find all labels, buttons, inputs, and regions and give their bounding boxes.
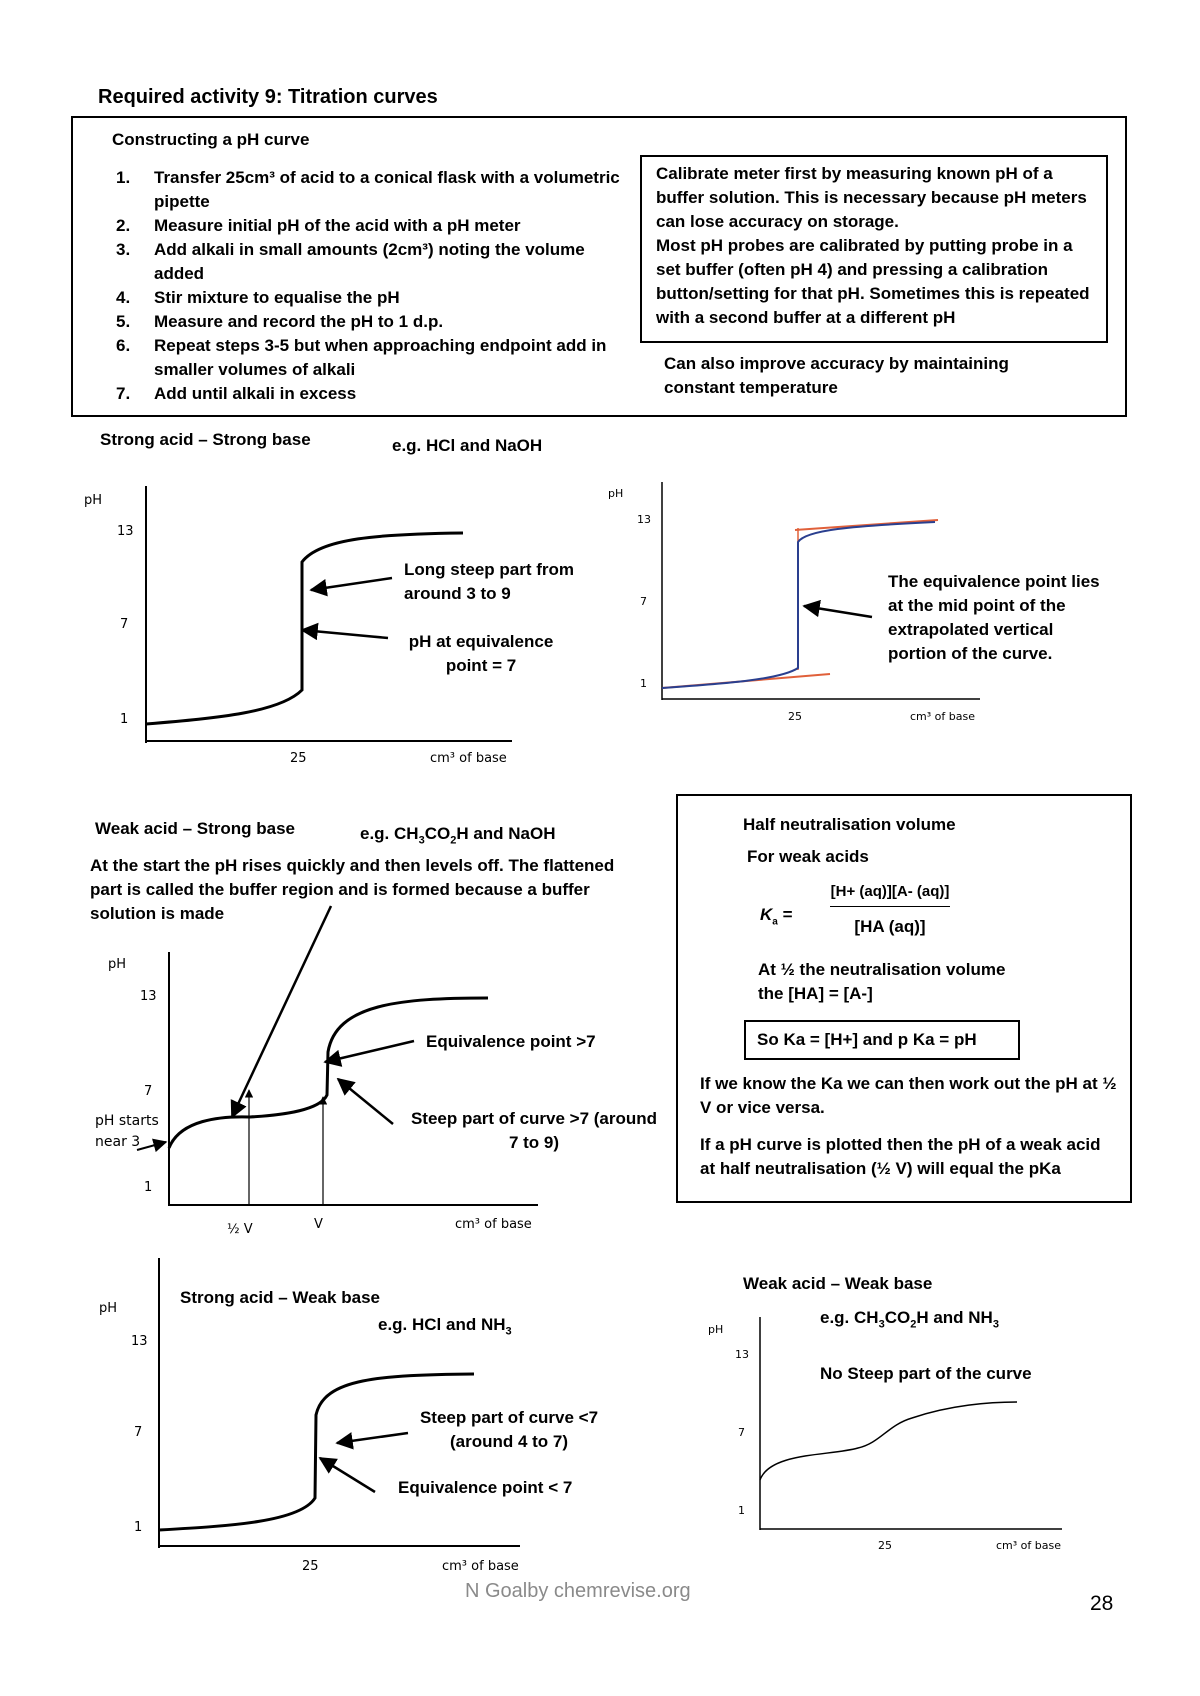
step-number: 7. xyxy=(116,384,131,403)
page-title: Required activity 9: Titration curves xyxy=(98,86,438,108)
x-axis-label: cm³ of base xyxy=(996,1539,1061,1552)
strong-strong-steep-note: Long steep part from around 3 to 9 xyxy=(404,560,575,603)
page-number: 28 xyxy=(1090,1592,1114,1615)
x-axis-label: cm³ of base xyxy=(430,751,507,766)
strong-weak-heading: Strong acid – Weak base xyxy=(180,1288,380,1307)
constructing-heading: Constructing a pH curve xyxy=(112,130,310,149)
weak-weak-note: No Steep part of the curve xyxy=(820,1364,1032,1383)
step-text: Stir mixture to equalise the pH xyxy=(154,288,400,307)
step-number: 6. xyxy=(116,336,131,355)
ph-starts-line2: near 3 xyxy=(95,1134,141,1150)
y-tick-1: 1 xyxy=(134,1520,143,1535)
footer-credit: N Goalby chemrevise.org xyxy=(465,1580,691,1602)
strong-weak-example: e.g. HCl and $NH_3$ xyxy=(378,1315,512,1338)
arrow-steep xyxy=(311,578,392,590)
ka-denominator: [HA (aq)] xyxy=(854,917,926,936)
y-tick-7: 7 xyxy=(134,1425,143,1440)
strong-strong-example: e.g. HCl and NaOH xyxy=(392,436,543,455)
weak-strong-description: At the start the pH rises quickly and then levels off. The flattened part is called the buffer region and is formed because a buffer solution is made xyxy=(90,856,615,923)
x-tick-half-v: ½ V xyxy=(227,1222,253,1237)
x-tick-25: 25 xyxy=(302,1559,319,1574)
strong-weak-equiv-note: Equivalence point < 7 xyxy=(398,1478,573,1497)
extrapolation-note: The equivalence point lies at the mid point of the extrapolated vertical portion of the curve. xyxy=(888,572,1100,663)
y-tick-7: 7 xyxy=(120,617,129,632)
ph-starts-line1: pH starts xyxy=(95,1113,159,1129)
y-tick-1: 1 xyxy=(640,677,647,690)
arrow-steep xyxy=(337,1433,408,1443)
x-axis-label: cm³ of base xyxy=(442,1559,519,1574)
y-axis-label: pH xyxy=(708,1323,724,1336)
y-axis-label: pH xyxy=(99,1301,118,1316)
y-tick-13: 13 xyxy=(117,524,134,539)
curve-text: If a pH curve is plotted then the pH of a weak acid at half neutralisation (½ V) will equal the pKa xyxy=(700,1135,1101,1178)
step-text: Transfer 25cm³ of acid to a conical flask with a volumetric pipette xyxy=(154,168,620,211)
weak-weak-graph xyxy=(708,1317,1062,1552)
arrow-steep xyxy=(338,1079,393,1124)
ph-curve xyxy=(760,1402,1017,1480)
y-tick-1: 1 xyxy=(144,1180,153,1195)
y-tick-7: 7 xyxy=(144,1084,153,1099)
step-number: 5. xyxy=(116,312,131,331)
y-tick-13: 13 xyxy=(131,1334,148,1349)
step-number: 1. xyxy=(116,168,131,187)
step-text: Add until alkali in excess xyxy=(154,384,357,403)
calibrate-text: Calibrate meter first by measuring known pH of a buffer solution. This is necessary because pH meters can lose accuracy on storage. Most pH probes are calibrated by putting probe in a set buffer (often pH 4) and pressing a calibration button/setting for that pH. Sometimes this is repeated with a second buffer at a different pH xyxy=(656,164,1090,327)
y-tick-13: 13 xyxy=(735,1348,749,1361)
step-text: Repeat steps 3-5 but when approaching endpoint add in smaller volumes of alkali xyxy=(154,336,607,379)
step-text: Add alkali in small amounts (2cm³) noting the volume added xyxy=(154,240,585,283)
weak-strong-heading: Weak acid – Strong base xyxy=(95,819,295,838)
x-axis-label: cm³ of base xyxy=(455,1217,532,1232)
weak-strong-equiv-note: Equivalence point >7 xyxy=(426,1032,596,1051)
arrow-buffer xyxy=(232,906,331,1117)
y-axis-label: pH xyxy=(608,487,624,500)
x-tick-v: V xyxy=(314,1217,323,1232)
so-line: So Ka = [H+] and p Ka = pH xyxy=(757,1030,977,1049)
half-line1: At ½ the neutralisation volume xyxy=(758,960,1006,979)
y-tick-7: 7 xyxy=(640,595,647,608)
step-number: 2. xyxy=(116,216,131,235)
weak-strong-graph xyxy=(95,906,538,1237)
y-tick-1: 1 xyxy=(738,1504,745,1517)
step-number: 3. xyxy=(116,240,131,259)
arrow-equiv xyxy=(302,630,388,638)
step-text: Measure and record the pH to 1 d.p. xyxy=(154,312,444,331)
half-heading: Half neutralisation volume xyxy=(743,815,956,834)
temperature-text: Can also improve accuracy by maintaining constant temperature xyxy=(664,354,1009,397)
y-axis-label: pH xyxy=(84,493,103,508)
fraction-line xyxy=(830,906,950,907)
step-number: 4. xyxy=(116,288,131,307)
arrow-start xyxy=(137,1142,166,1150)
y-tick-1: 1 xyxy=(120,712,129,727)
arrow-equiv xyxy=(325,1041,414,1062)
arrow-midpoint xyxy=(804,606,872,617)
y-tick-7: 7 xyxy=(738,1426,745,1439)
upper-tangent xyxy=(795,520,938,530)
x-tick-25: 25 xyxy=(788,710,802,723)
x-tick-25: 25 xyxy=(290,751,307,766)
strong-strong-equiv-note: pH at equivalence point = 7 xyxy=(408,632,554,675)
strong-weak-steep-note: Steep part of curve <7 (around 4 to 7) xyxy=(419,1408,599,1451)
strong-strong-graph xyxy=(84,486,512,766)
arrow-equiv xyxy=(320,1458,375,1492)
half-line2: the [HA] = [A-] xyxy=(758,984,873,1003)
y-tick-13: 13 xyxy=(140,989,157,1004)
ka-label: $K_a$ = xyxy=(760,905,793,928)
weak-strong-example: e.g. $CH_3CO_2H$ and NaOH xyxy=(360,824,556,847)
know-text: If we know the Ka we can then work out the pH at ½ V or vice versa. xyxy=(700,1074,1117,1117)
half-subheading: For weak acids xyxy=(747,847,869,866)
weak-weak-heading: Weak acid – Weak base xyxy=(743,1274,933,1293)
x-tick-25: 25 xyxy=(878,1539,892,1552)
step-text: Measure initial pH of the acid with a pH meter xyxy=(154,216,521,235)
y-axis-label: pH xyxy=(108,957,127,972)
ka-numerator: [H+ (aq)][A- (aq)] xyxy=(830,883,950,900)
weak-weak-example: e.g. $CH_3CO_2H$ and $NH_3$ xyxy=(820,1308,999,1331)
weak-strong-steep-note: Steep part of curve >7 (around 7 to 9) xyxy=(410,1109,658,1152)
y-tick-13: 13 xyxy=(637,513,651,526)
strong-strong-heading: Strong acid – Strong base xyxy=(100,430,311,449)
x-axis-label: cm³ of base xyxy=(910,710,975,723)
